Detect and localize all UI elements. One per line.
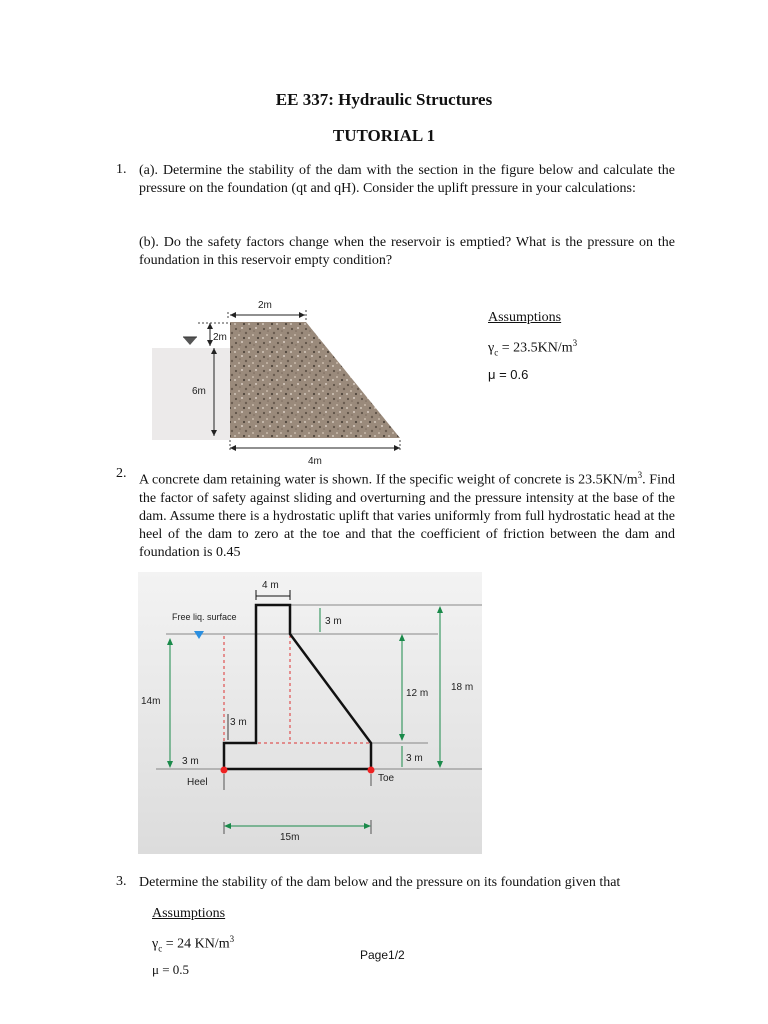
q1-freeboard-label: 2m: [213, 332, 227, 343]
toe-point: [368, 767, 375, 774]
q1-unit-weight: $\gamma_c = 23.5KN/m^3$: [488, 338, 578, 358]
q2-top-width-label: 4 m: [262, 580, 279, 591]
q2-base-width-label: 15m: [280, 832, 300, 843]
q2-total-18-label: 18 m: [451, 682, 474, 693]
free-surface-label: Free liq. surface: [172, 612, 237, 622]
page-number: Page1/2: [360, 948, 405, 962]
q1-height-label: 6m: [192, 386, 206, 397]
q1-dam-figure: [150, 298, 480, 466]
q2-base-right-label: 3 m: [406, 753, 423, 764]
q3-assumptions-heading: Assumptions: [152, 906, 226, 921]
q3-number: 3.: [116, 874, 127, 889]
q2-number: 2.: [116, 466, 127, 481]
q2-dam-figure: [138, 572, 482, 854]
q3-text: Determine the stability of the dam below and the pressure on its foundation given that: [139, 875, 621, 890]
tutorial-heading: TUTORIAL 1: [332, 126, 436, 145]
q2-height-12-label: 12 m: [406, 688, 429, 699]
dam-body: [230, 322, 400, 438]
q1-base-label: 4m: [308, 456, 322, 466]
q3-friction-coefficient: μ = 0.5: [152, 962, 190, 977]
q2-step-inner-label: 3 m: [230, 717, 247, 728]
toe-label: Toe: [378, 773, 395, 784]
q2-base-left-label: 3 m: [182, 756, 199, 767]
q1-friction-coefficient: μ = 0.6: [488, 367, 529, 382]
q1-part-b: (b). Do the safety factors change when the reservoir is emptied? What is the pressure on the foundation in this reservoir empty condition?: [139, 235, 675, 268]
q3-unit-weight: $\gamma_c = 24$ $KN/m^3$: [152, 934, 235, 954]
heel-label: Heel: [187, 777, 208, 788]
q2-text: A concrete dam retaining water is shown. If the specific weight of concrete is $23.5KN/m^3$. Find the factor of safety against sliding and overturning and the pressure intensity at the base of the dam. Assume there is a hydrostatic uplift that varies uniformly from full hydrostatic head at the heel of the dam to zero at the toe and that the coefficient of friction between the dam and foundation is 0.45: [139, 470, 675, 560]
heel-point: [221, 767, 228, 774]
document-title: EE 337: Hydraulic Structures: [275, 90, 493, 109]
q1-assumptions-heading: Assumptions: [488, 310, 562, 325]
q2-freeboard-label: 3 m: [325, 616, 342, 627]
q1-top-width-label: 2m: [258, 300, 272, 311]
water-body: [152, 348, 230, 440]
q1-part-a: (a). Determine the stability of the dam with the section in the figure below and calculate the pressure on the foundation (qt and qH). Consider the uplift pressure in your calculations:: [139, 163, 675, 196]
water-level-marker: [183, 337, 197, 345]
q1-number: 1.: [116, 162, 127, 177]
q2-depth-14-label: 14m: [141, 696, 161, 707]
